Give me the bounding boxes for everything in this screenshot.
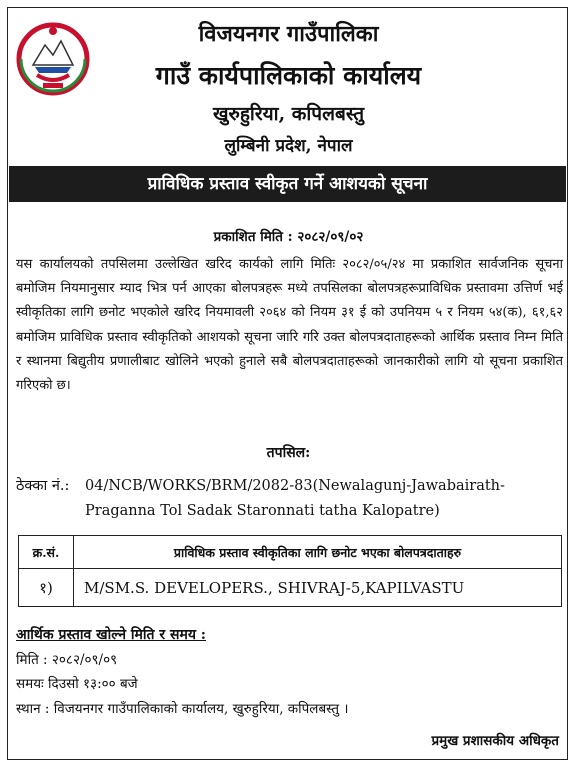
financial-opening-date: मिति : २०८२/०९/०९ xyxy=(16,652,118,668)
office-location: खुरुहुरिया, कपिलबस्तु xyxy=(212,103,365,125)
col-serial: क्र.सं. xyxy=(19,536,74,569)
col-bidder: प्राविधिक प्रस्ताव स्वीकृतिका लागि छनोट भएका बोलपत्रदाताहरु xyxy=(74,536,562,569)
financial-opening-time: समयः दिउसो १३:०० बजे xyxy=(16,676,138,692)
table-row xyxy=(19,569,562,607)
published-date: प्रकाशित मिति : २०८२/०९/०२ xyxy=(213,229,364,245)
contract-value: 04/NCB/WORKS/BRM/2082-83(Newalagunj-Jawabairath-Praganna Tol Sadak Staronnati tatha Kalopatre) xyxy=(85,478,505,519)
financial-opening-title: आर्थिक प्रस्ताव खोल्ने मिति र समय : xyxy=(16,627,206,643)
contract-label: ठेक्का नं.: xyxy=(16,478,70,494)
row-serial: १) xyxy=(19,569,74,607)
bidder-table xyxy=(18,535,562,607)
province: लुम्बिनी प्रदेश, नेपाल xyxy=(224,136,353,156)
signatory-title: प्रमुख प्रशासकीय अधिकृत xyxy=(431,733,559,749)
office-name: गाउँ कार्यपालिकाको कार्यालय xyxy=(155,61,422,90)
table-header-row xyxy=(19,536,562,569)
notice-title-banner: प्राविधिक प्रस्ताव स्वीकृत गर्ने आशयको सूचना xyxy=(9,166,566,202)
schedule-title: तपसिल: xyxy=(266,445,311,461)
row-bidder: M/SM.S. DEVELOPERS., SHIVRAJ-5,KAPILVASTU xyxy=(74,569,562,607)
notice-body: यस कार्यालयको तपसिलमा उल्लेखित खरिद कार्यको लागि मितिः २०८२/०५/२४ मा प्रकाशित सार्वजनिक सूचना बमोजिम नियमानुसार म्याद भित्र पर्न आएका बोलपत्रहरू मध्ये तपसिलका बोलपत्रहरूप्राविधिक प्रस्तावमा उत्तिर्ण भई स्वीकृतिका लागि छनोट भएकोले खरिद नियमावली २०६४ को नियम ३१ ई को उपनियम ५ र नियम ५४(क), ६१,६२ बमोजिम प्राविधिक प्रस्ताव स्वीकृतिको आशयको सूचना जारि गरि उक्त बोलपत्रदाताहरूको आर्थिक प्रस्ताव निम्न मिति र स्थानमा बिद्युतीय प्रणालीबाट खोलिने भएको हुनाले सबै बोलपत्रदाताहरूको जानकारीको लागि यो सूचना प्रकाशित गरिएको छ। xyxy=(16,257,563,394)
org-name: विजयनगर गाउँपालिका xyxy=(198,21,379,47)
financial-opening-place: स्थान : विजयनगर गाउँपालिकाको कार्यालय, खुरुहुरिया, कपिलबस्तु । xyxy=(16,701,349,717)
